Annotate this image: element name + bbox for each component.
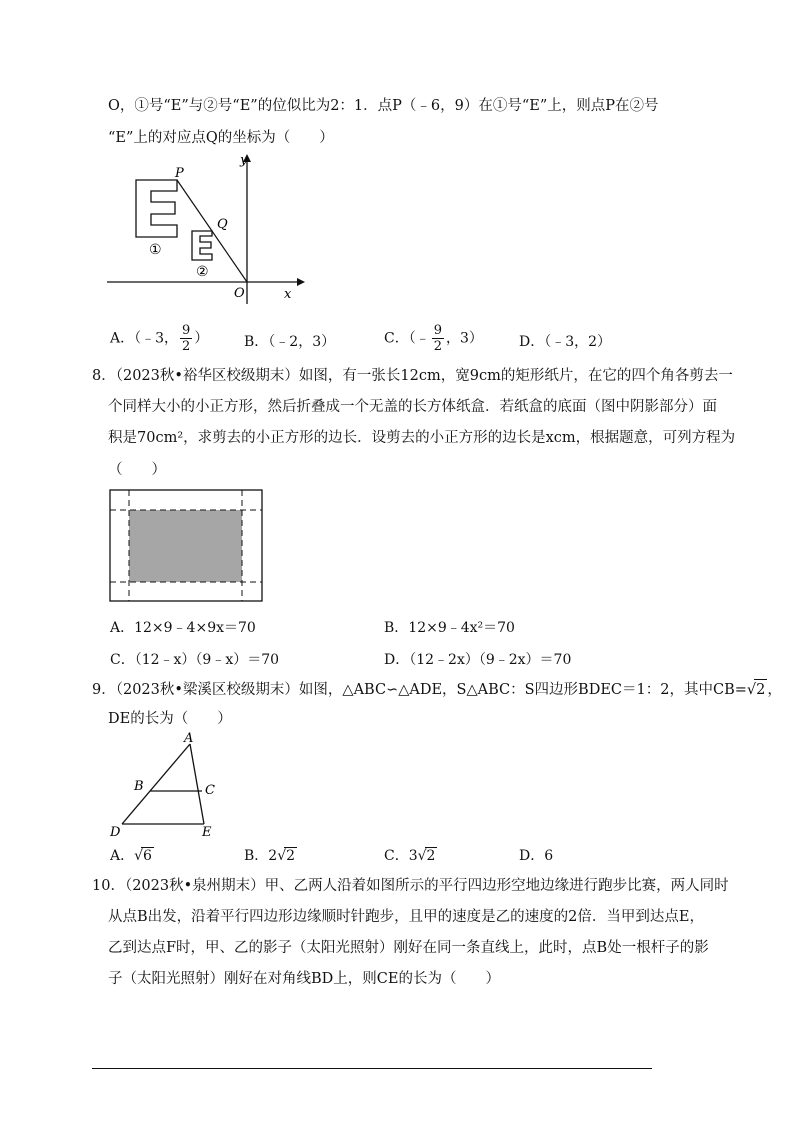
q8-figure [108, 488, 266, 606]
q10-text-line-3: 乙到达点F时，甲、乙的影子（太阳光照射）刚好在同一条直线上，此时，点B处一根杆子的影 [108, 940, 709, 956]
q9-label-e: E [202, 825, 212, 840]
q9-option-a[interactable]: A．√6 [110, 848, 152, 864]
q9-text-line-1-end: ， [767, 682, 782, 698]
q7-option-a-den: 2 [182, 339, 191, 354]
q8-text-line-4: （ ） [108, 462, 166, 478]
q7-label-q: Q [217, 217, 228, 232]
q7-option-a[interactable] [110, 323, 208, 354]
q10-text-line-4: 子（太阳光照射）刚好在对角线BD上，则CE的长为（ ） [108, 971, 500, 987]
q9-option-b-radicand: 2 [286, 848, 296, 864]
q8-shaded-base [129, 510, 242, 582]
footer-rule [92, 1068, 652, 1069]
q9-figure [106, 730, 226, 840]
q8-option-c[interactable]: C．（12﹣x）（9﹣x）＝70 [110, 652, 280, 668]
q9-line-ae [190, 744, 204, 824]
q7-big-e-shape [136, 180, 177, 237]
q7-figure [105, 150, 305, 305]
q9-option-a-radicand: 6 [143, 848, 152, 864]
q8-option-d[interactable]: D．（12﹣2x）（9﹣2x）＝70 [384, 652, 572, 668]
q10-text-line-1: 10．（2023秋•泉州期末）甲、乙两人沿着如图所示的平行四边形空地边缘进行跑步比赛，两人同时 [92, 878, 729, 894]
q9-text-line-2: DE的长为（ ） [108, 711, 232, 727]
q7-small-e-shape [192, 231, 212, 260]
q7-option-c-close: ，3） [446, 330, 483, 347]
q7-option-c-text: C．（﹣ [384, 330, 430, 347]
q9-option-b-label: B．2 [244, 848, 278, 864]
q8-option-a[interactable]: A．12×9﹣4×9x＝70 [110, 620, 256, 636]
q7-label-p: P [175, 166, 184, 181]
q7-option-a-num: 9 [182, 323, 191, 338]
q7-label-circled-1: ① [149, 242, 162, 258]
q9-radicand: 2 [754, 679, 767, 700]
q9-text-line-1-main: 9．（2023秋•梁溪区校级期末）如图，△ABC∽△ADE，S△ABC：S四边形BDEC＝1：2，其中CB= [92, 682, 747, 698]
q9-option-a-label: A． [110, 848, 135, 864]
q9-option-d[interactable]: D．6 [519, 848, 554, 864]
q7-option-c-num: 9 [433, 323, 442, 338]
q7-option-a-fraction [180, 323, 192, 354]
q8-text-line-3: 积是70cm²，求剪去的小正方形的边长．设剪去的小正方形的边长是xcm，根据题意，可列方程为 [108, 430, 736, 446]
q7-option-d[interactable]: D．（﹣3，2） [519, 334, 612, 350]
q7-x-arrow-icon [297, 278, 305, 286]
q9-option-c-radicand: 2 [426, 848, 436, 864]
q9-label-d: D [110, 825, 121, 840]
q7-option-a-close: ） [194, 330, 209, 347]
q7-option-c-fraction [432, 323, 444, 354]
q9-line-ad [122, 744, 190, 824]
q9-label-a: A [184, 731, 194, 746]
q7-segment-po [177, 180, 247, 282]
q7-label-y: y [240, 153, 248, 168]
q8-text-line-2: 个同样大小的小正方形，然后折叠成一个无盖的长方体纸盒．若纸盒的底面（图中阴影部分）面 [108, 399, 717, 415]
q7-option-b[interactable]: B．（﹣2，3） [244, 334, 336, 350]
q7-label-x: x [284, 287, 292, 302]
q7-option-c[interactable] [384, 323, 483, 354]
q9-text-line-1: 9．（2023秋•梁溪区校级期末）如图，△ABC∽△ADE，S△ABC：S四边形BDEC＝1：2，其中CB=√2 ， [92, 679, 782, 700]
q10-text-line-2: 从点B出发，沿着平行四边形边缘顺时针跑步，且甲的速度是乙的速度的2倍．当甲到达点E， [108, 909, 704, 925]
q7-option-c-den: 2 [433, 339, 442, 354]
q7-label-circled-2: ② [196, 264, 209, 280]
q9-label-c: C [205, 783, 215, 798]
q9-option-c[interactable]: C．3√2 [384, 848, 436, 864]
q8-option-b[interactable]: B．12×9﹣4x²＝70 [384, 620, 515, 636]
q9-label-b: B [134, 779, 144, 794]
q7-option-a-text: A．（﹣3， [110, 330, 179, 347]
q7-text-line-2: “E”上的对应点Q的坐标为（ ） [108, 130, 334, 146]
q8-text-line-1: 8．（2023秋•裕华区校级期末）如图，有一张长12cm，宽9cm的矩形纸片，在它的四个角各剪去一 [92, 368, 733, 384]
q9-option-b[interactable]: B．2√2 [244, 848, 296, 864]
q7-label-o: O [234, 286, 245, 301]
q7-text-line-1: O，①号“E”与②号“E”的位似比为2：1．点P（﹣6，9）在①号“E”上，则点P在②号 [108, 98, 659, 114]
q9-option-c-label: C．3 [384, 848, 418, 864]
